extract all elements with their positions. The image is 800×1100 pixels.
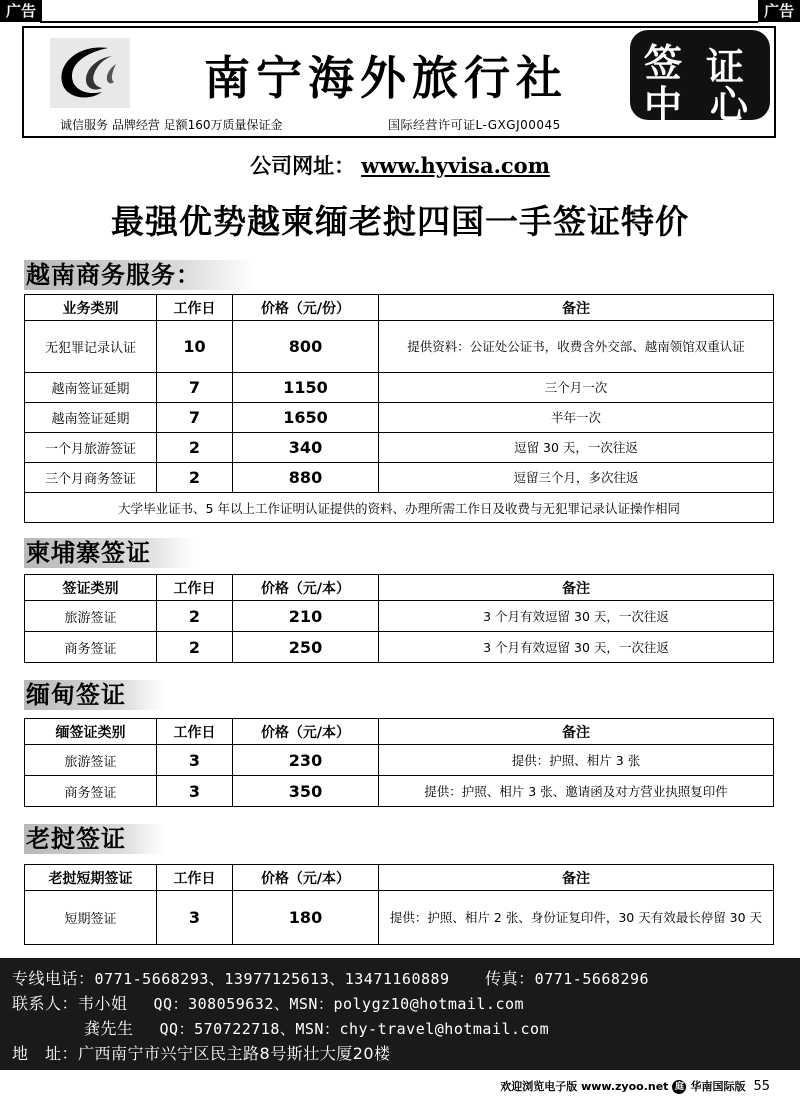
ad-label-left: 广告 [0,0,42,22]
license-number: 国际经营许可证L-GXGJ00045 [388,118,561,132]
table-header-row [25,575,774,601]
seal-char: 签 [644,41,683,85]
top-rule [40,21,758,23]
table-cell: 逗留三个月，多次往返 [379,463,774,493]
section-title-laos: 老挝签证 [24,824,164,854]
vietnam-table [24,294,774,523]
table-footnote-row [25,493,774,523]
table-row [25,373,774,403]
table-cell: 3 [157,891,233,945]
table-row [25,745,774,776]
column-header: 工作日 [157,295,233,321]
page-footer [500,1078,770,1094]
table-cell: 3 个月有效逗留 30 天，一次往返 [379,632,774,663]
table-cell: 800 [233,321,379,373]
table-cell: 2 [157,433,233,463]
column-header: 备注 [379,575,774,601]
table-row [25,776,774,807]
column-header: 价格（元/本） [233,719,379,745]
column-header: 价格（元/份） [233,295,379,321]
table-cell: 350 [233,776,379,807]
table-cell: 提供：护照、相片 3 张 [379,745,774,776]
company-name: 南宁海外旅行社 [204,51,568,105]
column-header: 备注 [379,295,774,321]
table-cell: 340 [233,433,379,463]
table-header-row [25,865,774,891]
contact-block [0,958,800,1070]
column-header: 签证类别 [25,575,157,601]
table-cell: 商务签证 [25,632,157,663]
column-header: 备注 [379,719,774,745]
section-title-cambodia: 柬埔寨签证 [24,538,194,568]
column-header: 工作日 [157,575,233,601]
contact-person-2-detail: QQ：570722718、MSN：chy-travel@hotmail.com [159,1020,550,1038]
table-header-row [25,719,774,745]
table-cell: 提供：护照、相片 3 张、邀请函及对方营业执照复印件 [379,776,774,807]
contact-person-2: 龚先生 [84,1019,134,1038]
website-url[interactable]: www.hyvisa.com [361,153,550,178]
cambodia-table [24,574,774,663]
table-cell: 1650 [233,403,379,433]
fax-label: 传真： [485,969,535,988]
table-cell: 250 [233,632,379,663]
table-cell: 逗留 30 天，一次往返 [379,433,774,463]
fax-number: 0771-5668296 [534,970,650,988]
tagline: 诚信服务 品牌经营 足额160万质量保证金 [60,118,283,132]
myanmar-table [24,718,774,807]
contact-person-1: 韦小姐 [78,994,128,1013]
table-row [25,433,774,463]
hotline-label: 专线电话： [12,969,95,988]
visa-center-seal [630,30,770,127]
table-row [25,601,774,632]
address-label: 地 址： [12,1044,79,1063]
table-row [25,632,774,663]
address-row [12,1041,391,1064]
seal-char: 心 [710,83,749,127]
edition-name: 华南国际版 [690,1080,746,1093]
table-cell: 旅游签证 [25,601,157,632]
column-header: 工作日 [157,865,233,891]
table-cell: 越南签证延期 [25,373,157,403]
table-cell: 2 [157,632,233,663]
table-cell: 提供：护照、相片 2 张、身份证复印件，30 天有效最长停留 30 天 [379,891,774,945]
table-cell: 2 [157,463,233,493]
edition-badge-icon: 庭 [672,1080,686,1094]
table-cell: 三个月一次 [379,373,774,403]
table-cell: 短期签证 [25,891,157,945]
section-title-myanmar: 缅甸签证 [24,680,164,710]
table-cell: 880 [233,463,379,493]
table-cell: 3 [157,745,233,776]
table-cell: 210 [233,601,379,632]
table-cell: 2 [157,601,233,632]
table-cell: 商务签证 [25,776,157,807]
table-cell: 三个月商务签证 [25,463,157,493]
hotline-numbers: 0771-5668293、13977125613、13471160889 [94,970,450,988]
table-cell: 一个月旅游签证 [25,433,157,463]
table-cell: 旅游签证 [25,745,157,776]
table-cell: 3 个月有效逗留 30 天，一次往返 [379,601,774,632]
swirl-logo-icon [50,38,130,108]
ad-label-right: 广告 [758,0,800,22]
footer-text: 欢迎浏览电子版 www.zyoo.net [500,1080,669,1093]
column-header: 价格（元/本） [233,575,379,601]
header-box [22,26,776,138]
footnote: 大学毕业证书、5 年以上工作证明认证提供的资料、办理所需工作日及收费与无犯罪记录认证操作相同 [25,493,774,523]
website-label: 公司网址： [250,154,356,178]
column-header: 工作日 [157,719,233,745]
contact-person-row-2 [84,1016,549,1039]
table-cell: 半年一次 [379,403,774,433]
page-number: 55 [753,1079,770,1094]
table-cell: 7 [157,373,233,403]
seal-char: 证 [706,45,745,89]
contact-person-1-detail: QQ：308059632、MSN：polygz10@hotmail.com [153,995,525,1013]
section-title-vietnam: 越南商务服务： [24,260,254,290]
table-cell: 1150 [233,373,379,403]
headline: 最强优势越柬缅老挝四国一手签证特价 [111,202,689,241]
column-header: 备注 [379,865,774,891]
table-cell: 越南签证延期 [25,403,157,433]
laos-table [24,864,774,945]
table-cell: 10 [157,321,233,373]
contact-label: 联系人： [12,994,79,1013]
table-header-row [25,295,774,321]
table-row [25,463,774,493]
table-cell: 无犯罪记录认证 [25,321,157,373]
column-header: 老挝短期签证 [25,865,157,891]
hotline-row [12,966,649,989]
table-cell: 230 [233,745,379,776]
table-cell: 180 [233,891,379,945]
column-header: 业务类别 [25,295,157,321]
address-text: 广西南宁市兴宁区民主路8号斯壮大厦20楼 [78,1044,391,1063]
website-line [0,150,800,180]
table-cell: 提供资料：公证处公证书，收费含外交部、越南领馆双重认证 [379,321,774,373]
table-row [25,891,774,945]
seal-char: 中 [644,83,683,127]
table-row [25,321,774,373]
column-header: 价格（元/本） [233,865,379,891]
table-cell: 3 [157,776,233,807]
table-cell: 7 [157,403,233,433]
table-row [25,403,774,433]
contact-person-row-1 [12,991,524,1014]
column-header: 缅签证类别 [25,719,157,745]
